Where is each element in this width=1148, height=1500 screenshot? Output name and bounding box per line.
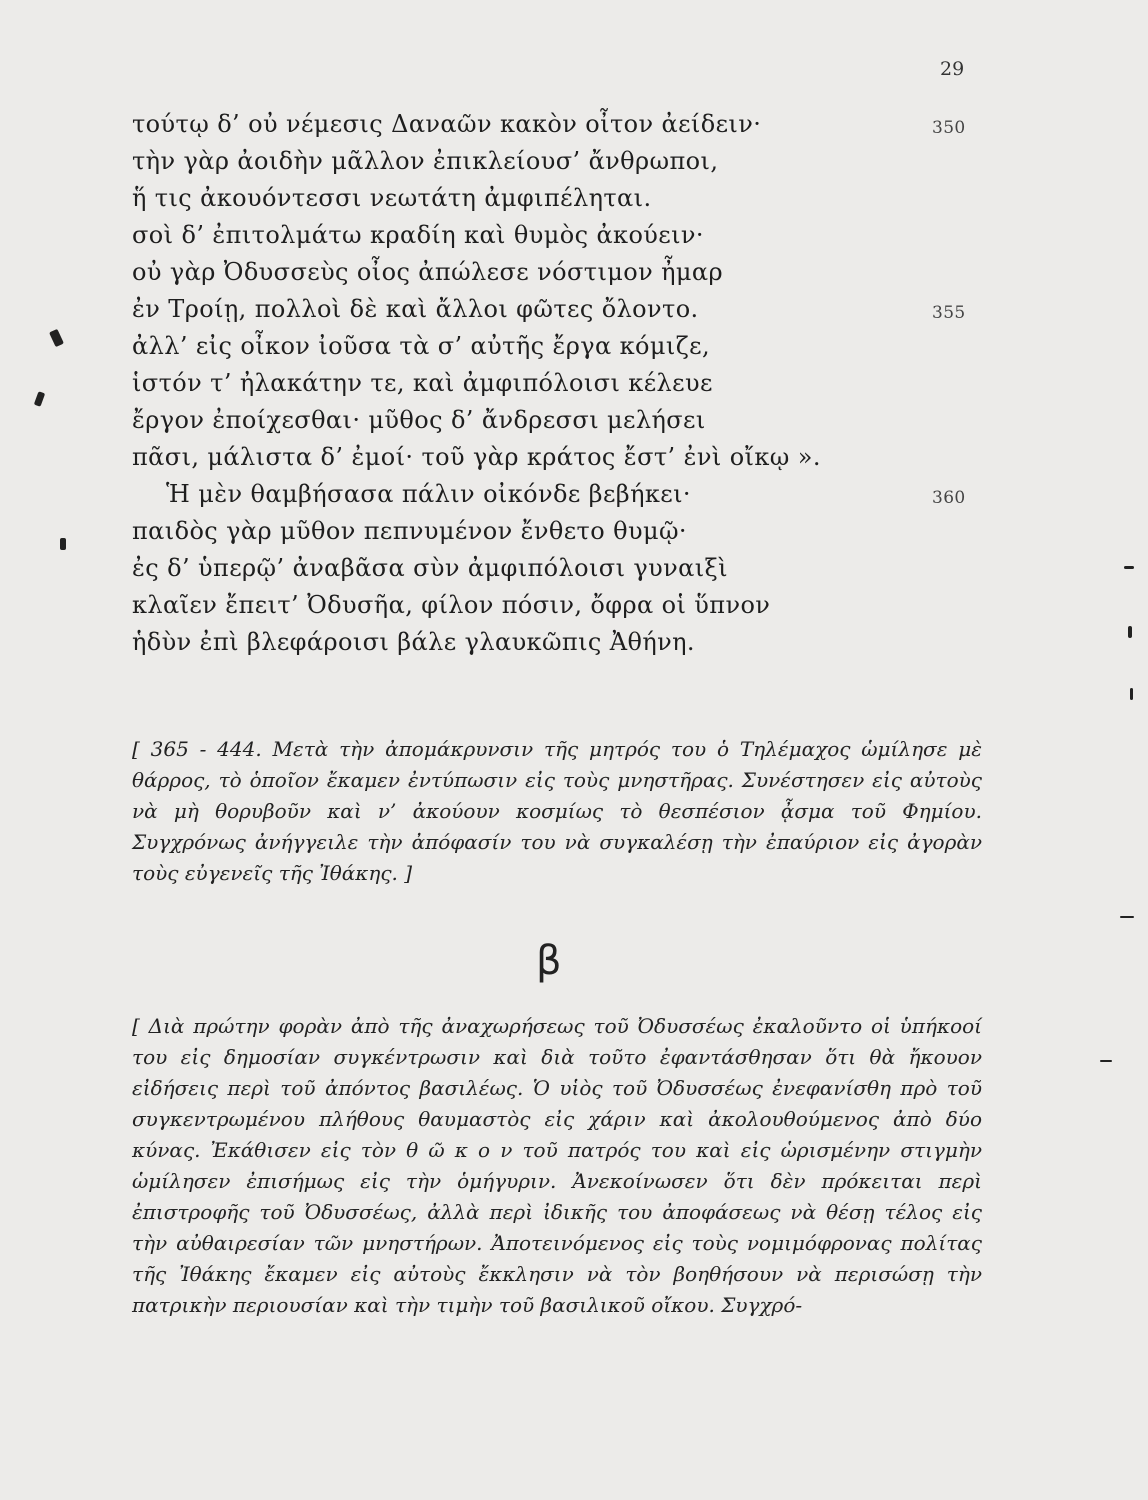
margin-mark [34, 391, 45, 407]
verse-line: κλαῖεν ἔπειτ’ Ὀδυσῆα, φίλον πόσιν, ὄφρα οἱ ὕπνον [132, 591, 771, 619]
margin-mark [1124, 566, 1134, 569]
verse-block [132, 106, 972, 661]
verse-line: ἀλλ’ εἰς οἶκον ἰοῦσα τὰ σ’ αὐτῆς ἔργα κόμιζε, [132, 332, 710, 360]
verse-line: οὐ γὰρ Ὀδυσσεὺς οἶος ἀπώλεσε νόστιμον ἦμαρ [132, 258, 724, 286]
margin-mark [1120, 916, 1134, 918]
summary-paragraph: [ 365 - 444. Μετὰ τὴν ἀπομάκρυνσιν τῆς μητρός του ὁ Τηλέμαχος ὡμίλησε μὲ θάρρος, τὸ ὁποῖον ἔκαμεν ἐντύπωσιν εἰς τοὺς μνηστῆρας. Συνέστησεν εἰς αὐτοὺς νὰ μὴ θορυβοῦν καὶ ν’ ἀκούουν κοσμίως τὸ θεσπέσιον ᾆσμα τοῦ Φημίου. Συγχρόνως ἀνήγγειλε τὴν ἀπόφασίν του νὰ συγκαλέσῃ τὴν ἐπαύριον εἰς ἀγορὰν τοὺς εὐγενεῖς τῆς Ἰθάκης. ] [132, 737, 982, 885]
verse-line: ἥ τις ἀκουόντεσσι νεωτάτη ἀμφιπέληται. [132, 184, 652, 212]
verse-line: ἱστόν τ’ ἠλακάτην τε, καὶ ἀμφιπόλοισι κέλευε [132, 369, 713, 397]
margin-mark [1100, 1060, 1112, 1062]
book-marker: β [536, 938, 562, 984]
margin-mark [60, 538, 66, 550]
margin-mark [49, 329, 64, 347]
verse-line: ἔργον ἐποίχεσθαι· μῦθος δ’ ἄνδρεσσι μελήσει [132, 406, 706, 434]
verse-line: ἡδὺν ἐπὶ βλεφάροισι βάλε γλαυκῶπις Ἀθήνη. [132, 628, 695, 656]
verse-line: Ἡ μὲν θαμβήσασα πάλιν οἰκόνδε βεβήκει· 360 [132, 476, 972, 513]
verse-line: πᾶσι, μάλιστα δ’ ἐμοί· τοῦ γὰρ κράτος ἔστ’ ἐνὶ οἴκῳ ». [132, 443, 821, 471]
book-summary-paragraph: [ Διὰ πρώτην φορὰν ἀπὸ τῆς ἀναχωρήσεως τοῦ Ὀδυσσέως ἐκαλοῦντο οἱ ὑπήκοοί του εἰς δημοσίαν συγκέντρωσιν καὶ διὰ τοῦτο ἐφαντάσθησαν ὅτι θὰ ἤκουον εἰδήσεις περὶ τοῦ ἀπόντος βασιλέως. Ὁ υἱὸς τοῦ Ὀδυσσέως ἐνεφανίσθη πρὸ τοῦ συγκεντρωμένου πλήθους θαυμαστὸς εἰς χάριν καὶ ἀκολουθούμενος ἀπὸ δύο κύνας. Ἐκάθισεν εἰς τὸν θ ῶ κ ο ν τοῦ πατρός του καὶ εἰς ὡρισμένην στιγμὴν ὡμίλησεν ἐπισήμως εἰς τὴν ὁμήγυριν. Ἀνεκοίνωσεν ὅτι δὲν πρόκειται περὶ ἐπιστροφῆς τοῦ Ὀδυσσέως, ἀλλὰ περὶ ἰδικῆς του ἀποφάσεως νὰ θέσῃ τέλος εἰς τὴν αὐθαιρεσίαν τῶν μνηστήρων. Ἀποτεινόμενος εἰς τοὺς νομιμόφρονας πολίτας τῆς Ἰθάκης ἔκαμεν εἰς αὐτοὺς ἔκκλησιν νὰ τὸν βοηθήσουν νὰ περισώσῃ τὴν πατρικὴν περιουσίαν καὶ τὴν τιμὴν τοῦ βασιλικοῦ οἴκου. Συγχρό- [132, 1014, 982, 1317]
verse-line: παιδὸς γὰρ μῦθον πεπνυμένον ἔνθετο θυμῷ· [132, 517, 687, 545]
margin-mark [1130, 688, 1133, 700]
line-number: 360 [932, 488, 966, 508]
line-number: 350 [932, 118, 966, 138]
verse-line: σοὶ δ’ ἐπιτολμάτω κραδίη καὶ θυμὸς ἀκούειν· [132, 221, 704, 249]
verse-line: τούτῳ δ’ οὐ νέμεσις Δαναῶν κακὸν οἶτον ἀείδειν· 350 [132, 106, 972, 143]
page-number: 29 [940, 58, 965, 80]
verse-line: τὴν γὰρ ἀοιδὴν μᾶλλον ἐπικλείουσ’ ἄνθρωποι, [132, 147, 719, 175]
verse-line: ἐς δ’ ὑπερῷ’ ἀναβᾶσα σὺν ἀμφιπόλοισι γυναιξὶ [132, 554, 728, 582]
margin-mark [1128, 626, 1132, 638]
line-number: 355 [932, 303, 966, 323]
verse-line: ἐν Τροίῃ, πολλοὶ δὲ καὶ ἄλλοι φῶτες ὄλοντο. 355 [132, 291, 972, 328]
